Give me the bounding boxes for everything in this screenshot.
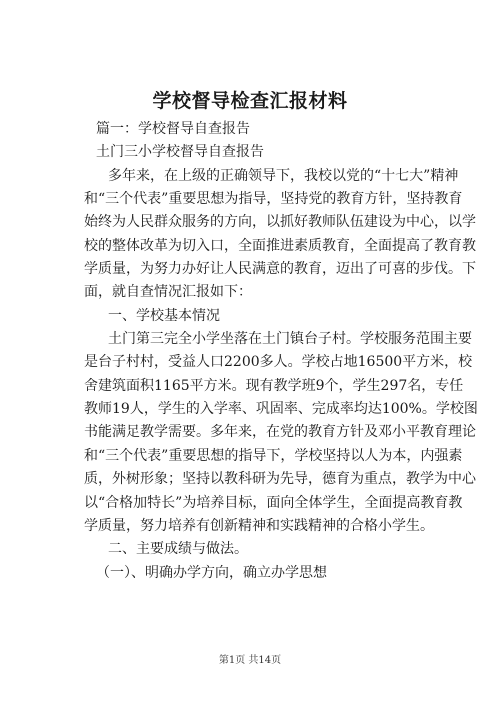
paragraph-line: 教师19人，学生的入学率、巩固率、完成率均达100%。学校图 [84, 401, 478, 418]
paragraph-line: 是台子村村，受益人口2200多人。学校占地16500平方米，校 [84, 354, 473, 371]
page-footer: 第1页 共14页 [218, 655, 282, 666]
subsection-heading: （一）、明确办学方向，确立办学思想 [96, 564, 327, 581]
paragraph-line: 学质量，努力培养有创新精神和实践精神的合格小学生。 [84, 517, 434, 534]
section-heading: 二、主要成绩与做法。 [108, 541, 248, 558]
paragraph-line: 多年来，在上级的正确领导下，我校以党的“十七大”精神 [108, 167, 459, 184]
paragraph-line: 书能满足教学需要。多年来，在党的教育方针及邓小平教育理论 [84, 424, 476, 441]
paragraph-line: 面，就自查情况汇报如下： [84, 284, 252, 301]
paragraph-line: 始终为人民群众服务的方向，以抓好教师队伍建设为中心，以学 [84, 214, 476, 231]
section-heading-part-one: 篇一：学校督导自查报告 [96, 121, 250, 137]
paragraph-line: 和“三个代表”重要思想为指导，坚持党的教育方针，坚持教育 [84, 191, 463, 208]
document-title: 学校督导检查汇报材料 [152, 90, 348, 112]
section-heading: 一、学校基本情况 [108, 307, 220, 324]
report-subtitle: 土门三小学校督导自查报告 [96, 144, 264, 161]
paragraph-line: 以“合格加特长”为培养目标，面向全体学生，全面提高教育教 [84, 494, 463, 511]
paragraph-line: 舍建筑面积1165平方米。现有教学班9个，学生297名，专任 [84, 377, 464, 394]
document-body [84, 118, 478, 585]
paragraph-line: 和“三个代表”重要思想的指导下，学校坚持以人为本，内强素 [84, 447, 463, 464]
paragraph-line: 学质量，为努力办好让人民满意的教育，迈出了可喜的步伐。下 [84, 261, 476, 278]
paragraph-line: 质，外树形象；坚持以教科研为先导，德育为重点，教学为中心 [84, 471, 476, 488]
paragraph-line: 土门第三完全小学坐落在土门镇台子村。学校服务范围主要 [108, 331, 472, 348]
paragraph-line: 校的整体改革为切入口，全面推进素质教育，全面提高了教育教 [84, 237, 476, 254]
